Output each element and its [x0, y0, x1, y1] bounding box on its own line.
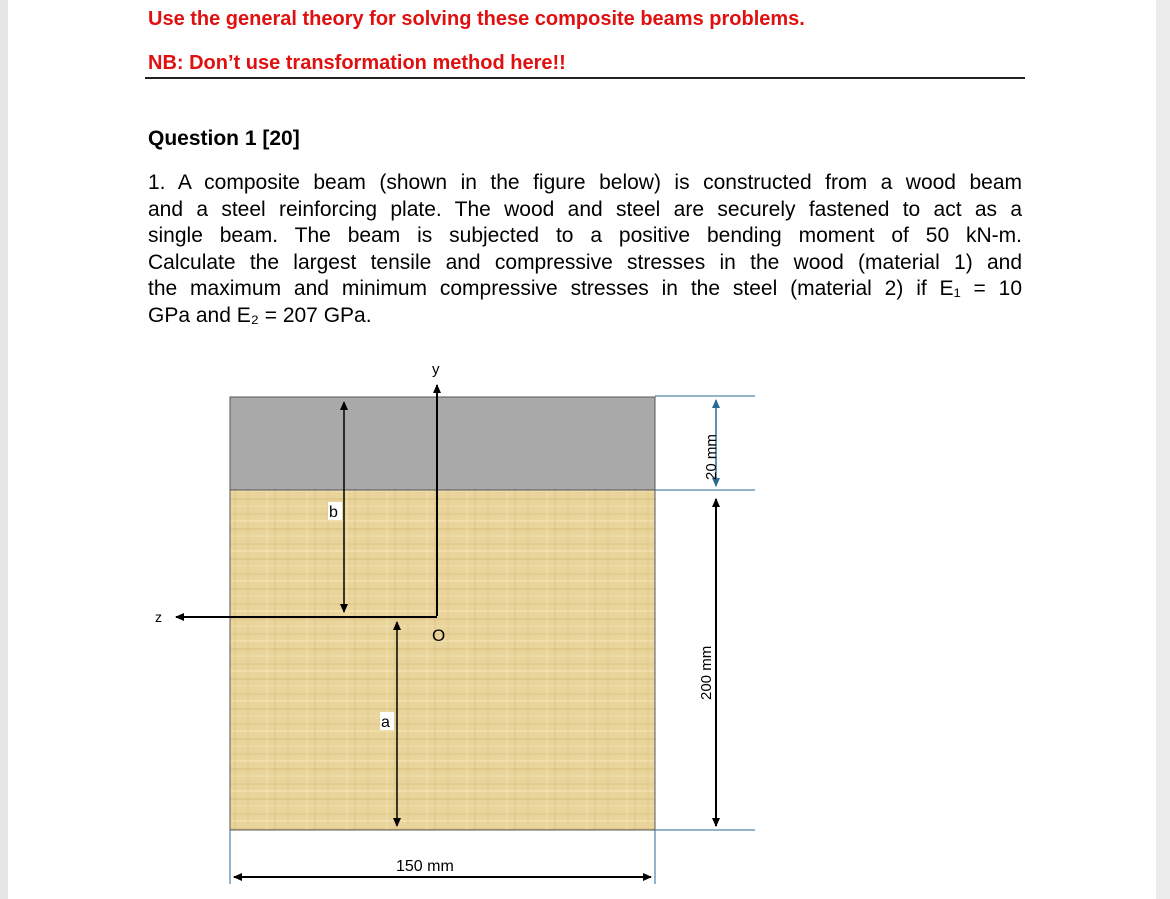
question-line-3: single beam. The beam is subjected to a positive bending moment of 50 kN-m.	[148, 224, 1022, 247]
dimension-b-label: b	[329, 504, 338, 521]
question-line-4: Calculate the largest tensile and compressive stresses in the wood (material 1) and	[148, 250, 1022, 274]
steel-thickness-label: 20 mm	[703, 434, 720, 480]
question-line-1: 1. A composite beam (shown in the figure below) is constructed from a wood beam	[148, 171, 1022, 194]
question-line-5: the maximum and minimum compressive stresses in the steel (material 2) if E₁ = 10	[148, 277, 1022, 300]
axis-y-label: y	[432, 361, 440, 378]
steel-plate	[230, 397, 655, 490]
wood-beam	[230, 490, 655, 830]
question-line-2: and a steel reinforcing plate. The wood and steel are securely fastened to act as a	[148, 197, 1022, 221]
width-label: 150 mm	[396, 858, 454, 875]
axis-z-label: z	[155, 609, 162, 625]
question-heading: Question 1 [20]	[148, 127, 300, 150]
origin-label: O	[432, 626, 446, 645]
wood-height-label: 200 mm	[698, 645, 715, 700]
question-line-6: GPa and E₂ = 207 GPa.	[148, 303, 372, 327]
instruction-general-theory: Use the general theory for solving these composite beams problems.	[148, 8, 805, 30]
dimension-a-label: a	[381, 714, 390, 731]
instruction-nb-note: NB: Don’t use transformation method here!!	[148, 52, 566, 74]
